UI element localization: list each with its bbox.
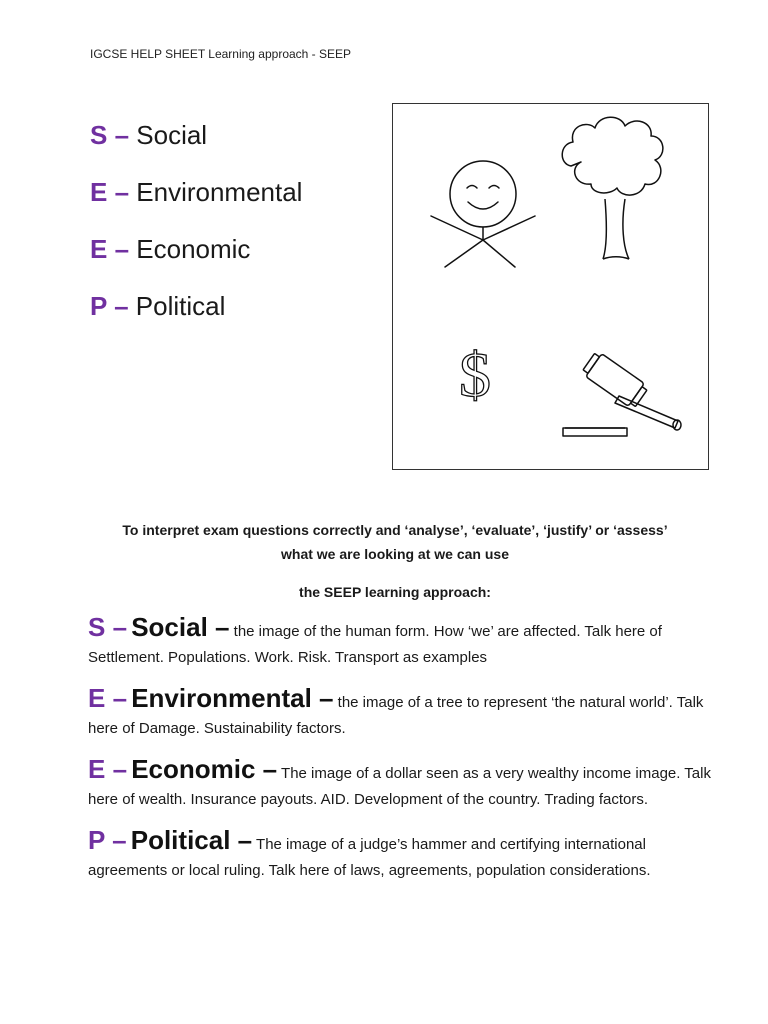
acronym-item-environmental	[90, 169, 302, 226]
section-letter: P –	[88, 825, 127, 855]
section-letter: E –	[88, 683, 128, 713]
section-heading: Economic –	[131, 754, 278, 784]
seep-illustration	[393, 104, 708, 469]
acronym-letter: E –	[90, 177, 130, 207]
tree-icon	[562, 117, 663, 259]
section-environmental	[88, 685, 718, 742]
dollar-icon	[459, 339, 491, 410]
acronym-letter: E –	[90, 234, 130, 264]
intro-line: what we are looking at we can use	[281, 546, 509, 562]
section-heading: Environmental –	[131, 683, 334, 713]
stick-figure-icon	[431, 161, 535, 267]
acronym-letter: P –	[90, 291, 129, 321]
section-letter: S –	[88, 612, 128, 642]
section-political	[88, 827, 718, 884]
intro-line: the SEEP learning approach:	[299, 584, 491, 600]
dollar-sign: $	[459, 339, 491, 410]
acronym-word: Social	[136, 120, 208, 150]
section-letter: E –	[88, 754, 128, 784]
section-social	[88, 614, 718, 671]
intro-line: To interpret exam questions correctly and ‘analyse’, ‘evaluate’, ‘justify’ or ‘assess’	[122, 522, 668, 538]
section-heading: Political –	[130, 825, 253, 855]
section-text: The image of a dollar seen as a very wealthy income image. Talk here of wealth. Insurance payouts. AID. Development of the country. Trading factors.	[88, 765, 711, 808]
section-text: the image of the human form. How ‘we’ are affected. Talk here of Settlement. Populations. Work. Risk. Transport as examples	[88, 623, 662, 666]
acronym-word: Economic	[136, 234, 251, 264]
acronym-item-social	[90, 112, 302, 169]
acronym-letter: S –	[90, 120, 130, 150]
acronym-list	[90, 112, 302, 340]
section-text: The image of a judge’s hammer and certifying international agreements or local ruling. Talk here of laws, agreements, population considerations.	[88, 836, 651, 879]
acronym-word: Political	[135, 291, 226, 321]
page-header: IGCSE HELP SHEET Learning approach - SEEP	[90, 47, 352, 61]
intro-block	[60, 518, 730, 604]
seep-picture-box	[392, 103, 709, 470]
section-economic	[88, 756, 718, 813]
acronym-item-political	[90, 283, 302, 340]
section-text: the image of a tree to represent ‘the natural world’. Talk here of Damage. Sustainability factors.	[88, 694, 704, 737]
section-heading: Social –	[131, 612, 230, 642]
gavel-icon	[563, 350, 681, 436]
acronym-item-economic	[90, 226, 302, 283]
seep-sections	[88, 614, 718, 898]
acronym-word: Environmental	[136, 177, 303, 207]
